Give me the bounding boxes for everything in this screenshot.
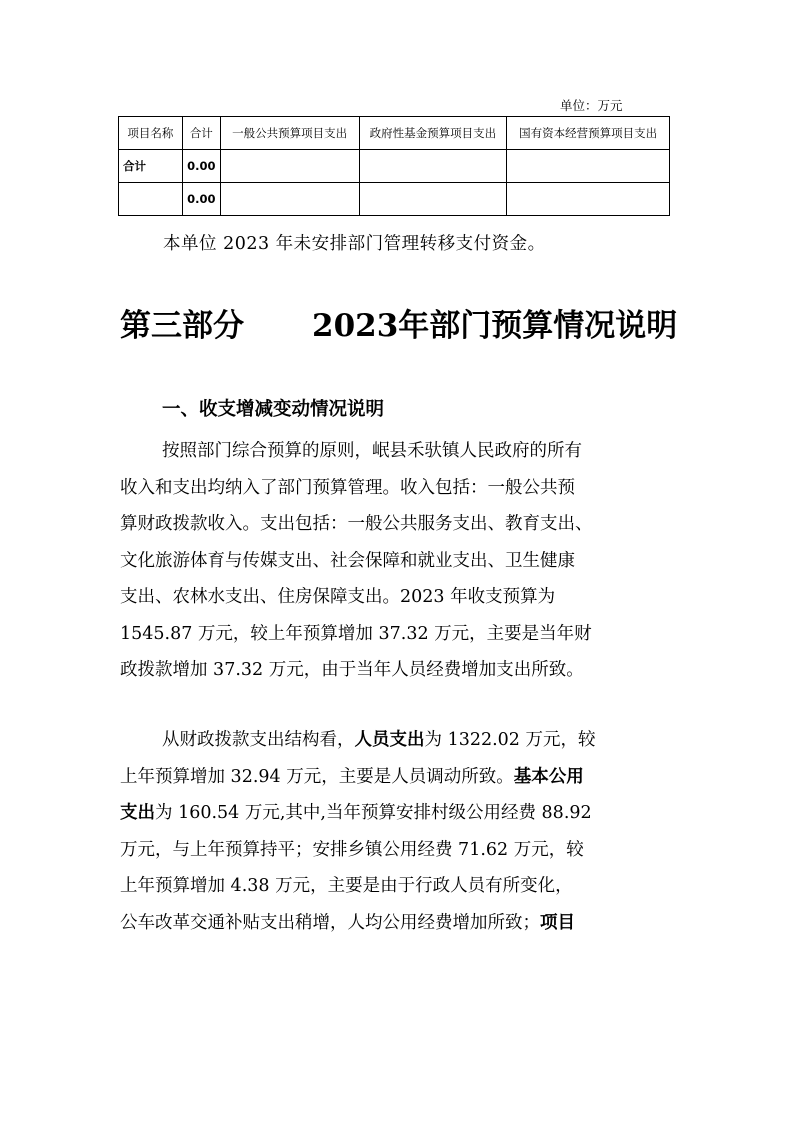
paragraph-expenditure-structure — [120, 722, 675, 941]
text-run: 为 160.54 万元,其中,当年预算安排村级公用经费 88.92 — [155, 803, 592, 823]
table-cell — [359, 183, 507, 216]
part-title — [120, 300, 677, 345]
paragraph-line: 1545.87 万元，较上年预算增加 37.32 万元，主要是当年财 — [120, 623, 592, 644]
table-cell — [119, 183, 183, 216]
paragraph-line: 政拨款增加 37.32 万元，由于当年人员经费增加支出所致。 — [120, 660, 584, 680]
header-project-name: 项目名称 — [119, 117, 183, 150]
paragraph-line: 万元，与上年预算持平；安排乡镇公用经费 71.62 万元，较 — [120, 839, 584, 860]
paragraph-line: 支出、农林水支出、住房保障支出。2023 年收支预算为 — [120, 587, 556, 607]
paragraph-income-expenditure — [120, 433, 675, 689]
paragraph-line: 算财政拨款收入。支出包括：一般公共服务支出、教育支出、 — [120, 514, 593, 534]
bold-term: 人员支出 — [354, 730, 425, 750]
transfer-payment-table — [118, 116, 670, 216]
section-heading: 一、收支增减变动情况说明 — [162, 399, 385, 420]
part-heading: 2023年部门预算情况说明 — [312, 308, 678, 344]
table-cell — [220, 150, 359, 183]
paragraph-line: 收入和支出均纳入了部门预算管理。收入包括：一般公共预 — [120, 477, 575, 498]
table-cell — [507, 183, 670, 216]
table-cell: 0.00 — [182, 183, 220, 216]
bold-term: 支出 — [120, 803, 155, 823]
table-cell — [220, 183, 359, 216]
header-fund-budget: 政府性基金预算项目支出 — [359, 117, 507, 150]
paragraph-line: 按照部门综合预算的原则，岷县禾驮镇人民政府的所有 — [162, 441, 582, 461]
bold-term: 项目 — [540, 912, 575, 933]
part-label: 第三部分 — [120, 308, 244, 344]
bold-term: 基本公用 — [513, 766, 584, 787]
table-cell: 合计 — [119, 150, 183, 183]
text-run: 从财政拨款支出结构看， — [162, 730, 355, 750]
header-state-capital-budget: 国有资本经营预算项目支出 — [507, 117, 670, 150]
table-header-row — [119, 117, 670, 150]
table-row — [119, 183, 670, 216]
paragraph-line: 文化旅游体育与传媒支出、社会保障和就业支出、卫生健康 — [120, 550, 575, 571]
text-run: 为 1322.02 万元，较 — [424, 730, 596, 750]
table-cell: 0.00 — [182, 150, 220, 183]
header-total: 合计 — [182, 117, 220, 150]
table-row — [119, 150, 670, 183]
transfer-payment-note: 本单位 2023 年未安排部门管理转移支付资金。 — [163, 234, 546, 254]
text-run: 上年预算增加 32.94 万元，主要是人员调动所致。 — [120, 766, 514, 787]
paragraph-line — [120, 759, 675, 796]
text-run: 公车改革交通补贴支出稍增，人均公用经费增加所致； — [120, 912, 540, 933]
paragraph-line: 上年预算增加 4.38 万元，主要是由于行政人员有所变化， — [120, 876, 573, 896]
unit-label: 单位：万元 — [560, 98, 623, 113]
table-cell — [359, 150, 507, 183]
paragraph-line — [120, 795, 675, 832]
paragraph-line — [120, 905, 675, 942]
paragraph-line — [120, 722, 675, 759]
header-general-budget: 一般公共预算项目支出 — [220, 117, 359, 150]
table-cell — [507, 150, 670, 183]
